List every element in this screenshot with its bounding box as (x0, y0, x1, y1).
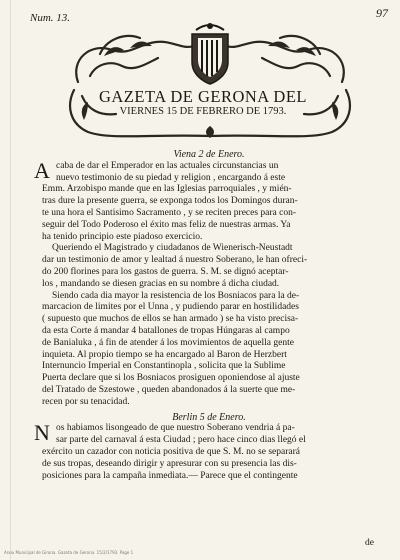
paragraph (34, 420, 376, 482)
text-line: posiciones para la campaña inmediata.— Parece que el contingente (42, 470, 298, 481)
text-line: dar un testimonio de amor y lealtad á nuestro Soberano, le han ofreci- (42, 255, 308, 266)
drop-initial: N (34, 420, 50, 446)
issue-number: Num. 13. (30, 12, 71, 24)
text-line: del Tratado de Szestowe , queden abandonados á la suerte que me- (42, 384, 296, 395)
text-line: de Banialuka , á fin de atender á los movimientos de aquella gente (42, 337, 294, 348)
text-line: ha tenido principio este piadoso exercicio. (42, 231, 203, 242)
text-line: nuevo testimonio de su piedad y religion , encargando á este (56, 172, 286, 183)
text-line: ( supuesto que muchos de ellos se han armado ) se ha visto precisa- (42, 314, 299, 325)
text-line: Siendo cada dia mayor la resistencia de los Bosniacos para la de- (52, 290, 300, 301)
text-line: do 200 florines para los gastos de guerra. S. M. se dignó aceptar- (42, 266, 289, 277)
text-line: seguir del Todo Poderoso el éxito mas feliz de nuestras armas. Ya (42, 219, 291, 230)
text-line: da esta Corte á mandar 4 batallones de tropas Húngaras al campo (42, 325, 290, 336)
text-line: tras dure la presente guerra, se exponga todos los Domingos duran- (42, 196, 298, 207)
text-line: de sus tropas, deseando dirigir y apresurar con su presencia las dis- (42, 458, 297, 469)
page-edge-shadow (10, 0, 11, 560)
coat-of-arms-shield (192, 23, 228, 84)
gazette-date: VIERNES 15 DE FEBRERO DE 1793. (119, 106, 287, 117)
catchword: de (365, 538, 374, 548)
gazette-title: GAZETA DE GERONA DEL (98, 87, 308, 106)
text-line: caba de dar el Emperador en las actuales circunstancias un (56, 160, 279, 171)
text-line: Queriendo el Magistrado y ciudadanos de Wienerisch-Neustadt (52, 243, 293, 254)
text-line: Puerta declare que si los Bosniacos prosiguen oponiendose al ajuste (42, 373, 300, 384)
ornamental-banner (60, 20, 360, 145)
paragraph (42, 291, 376, 409)
text-line: inquieta. Al propio tiempo se ha encargado al Baron de Herzbert (42, 349, 287, 360)
text-line: recen por su tenacidad. (42, 396, 130, 407)
archive-footer: Arxiu Municipal de Girona. Gazeta de Gerona. 15/2/1793. Page 1 (4, 550, 134, 555)
article-body (34, 149, 376, 482)
paragraph (42, 243, 376, 290)
dateline-vienna: Viena 2 de Enero. (173, 149, 245, 160)
text-line: sar parte del carnaval á esta Ciudad ; pero hace cinco dias llegó el (56, 435, 306, 446)
text-line: marcacion de limites por el Unna , y pudiendo parar en hostilidades (42, 302, 299, 313)
text-line: los , mandando se diesen gracias en su nombre á dicha ciudad. (42, 278, 280, 289)
text-line: te una hora el Santisimo Sacramento , y se reciten preces para con- (42, 207, 297, 218)
drop-initial: A (34, 157, 50, 183)
folio-number: 97 (376, 6, 388, 20)
dateline-berlin: Berlin 5 de Enero. (172, 411, 246, 423)
text-line: os habiamos lisongeado de que nuestro Soberano vendria á pa- (56, 423, 295, 434)
text-line: Internuncio Imperial en Constantinopla , solicita que la Sublime (42, 361, 286, 372)
text-line: Emm. Arzobispo mande que en las Iglesias parroquiales , y mién- (42, 184, 292, 195)
acanthus-frame-ornament (60, 20, 360, 145)
text-line: exército un cazador con noticia positiva de que S. M. no se separará (42, 446, 300, 457)
paragraph (34, 157, 376, 244)
